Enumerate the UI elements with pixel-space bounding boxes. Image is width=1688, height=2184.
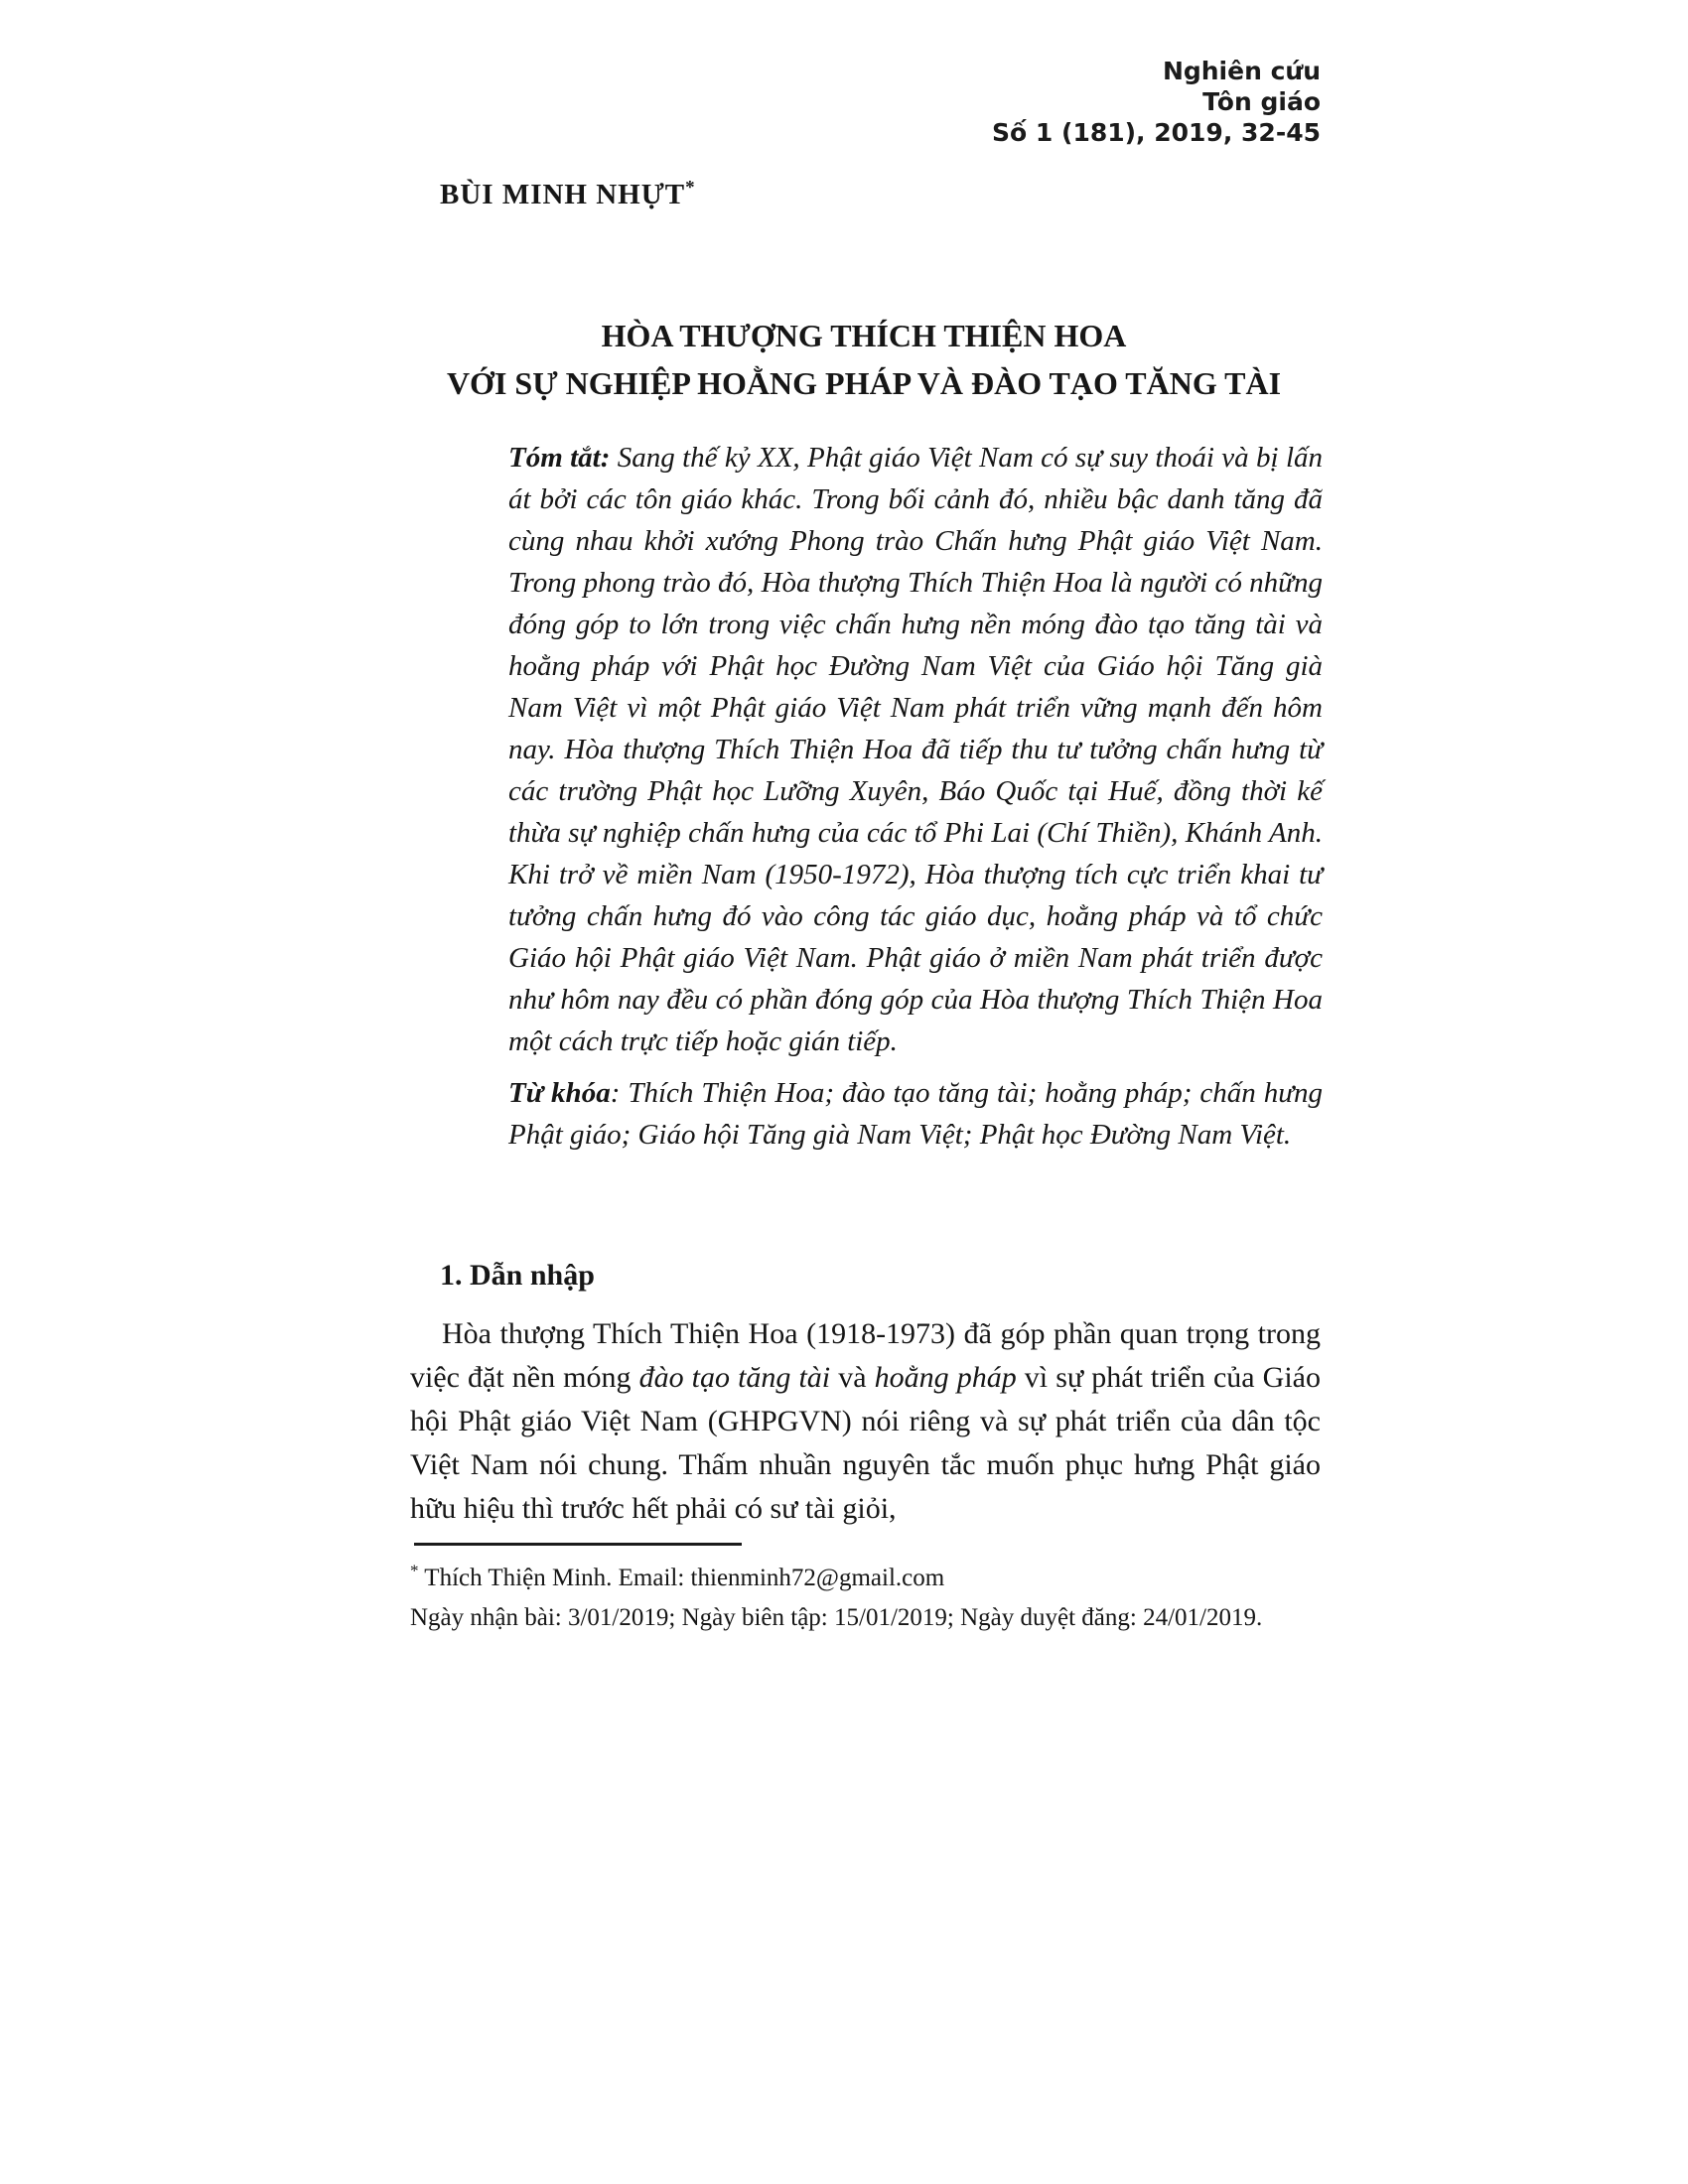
keywords-paragraph xyxy=(508,1072,1323,1156)
keywords-text: : Thích Thiện Hoa; đào tạo tăng tài; hoằng pháp; chấn hưng Phật giáo; Giáo hội Tăng già Nam Việt; Phật học Đường Nam Việt. xyxy=(508,1077,1324,1151)
abstract-text: Sang thế kỷ XX, Phật giáo Việt Nam có sự suy thoái và bị lấn át bởi các tôn giáo khác. Trong bối cảnh đó, nhiều bậc danh tăng đã cùng nhau khởi xướng Phong trào Chấn hưng Phật giáo Việt Nam. Trong phong trào đó, Hòa thượng Thích Thiện Hoa là người có những đóng góp to lớn trong việc chấn hưng nền móng đào tạo tăng tài và hoằng pháp với Phật học Đường Nam Việt của Giáo hội Tăng già Nam Việt vì một Phật giáo Việt Nam phát triển vững mạnh đến hôm nay. Hòa thượng Thích Thiện Hoa đã tiếp thu tư tưởng chấn hưng từ các trường Phật học Lưỡng Xuyên, Báo Quốc tại Huế, đồng thời kế thừa sự nghiệp chấn hưng của các tổ Phi Lai (Chí Thiền), Khánh Anh. Khi trở về miền Nam (1950-1972), Hòa thượng tích cực triển khai tư tưởng chấn hưng đó vào công tác giáo dục, hoằng pháp và tổ chức Giáo hội Phật giáo Việt Nam. Phật giáo ở miền Nam phát triển được như hôm nay đều có phần đóng góp của Hòa thượng Thích Thiện Hoa một cách trực tiếp hoặc gián tiếp. xyxy=(508,442,1323,1057)
footnote-author-line xyxy=(410,1559,1338,1598)
article-title xyxy=(397,312,1331,407)
abstract-section xyxy=(508,437,1323,1156)
journal-name: Nghiên cứu xyxy=(1162,57,1321,85)
intro-segment-italic: đào tạo tăng tài xyxy=(638,1361,831,1394)
journal-subtitle: Tôn giáo xyxy=(1202,87,1321,116)
journal-header xyxy=(992,56,1321,148)
article-title-line1: HÒA THƯỢNG THÍCH THIỆN HOA xyxy=(601,318,1127,353)
footnote-author-text: Thích Thiện Minh. Email: thienminh72@gmail.com xyxy=(418,1565,945,1591)
footnote-separator-rule xyxy=(414,1543,742,1546)
article-title-line2: VỚI SỰ NGHIỆP HOẰNG PHÁP VÀ ĐÀO TẠO TĂNG TÀI xyxy=(446,365,1282,401)
journal-issue-info: Số 1 (181), 2019, 32-45 xyxy=(992,118,1321,147)
intro-segment: vì sự phát triển của Giáo hội Phật giáo Việt Nam (GHPGVN) nói riêng và sự phát triển của dân tộc Việt Nam nói chung. Thấm nhuần nguyên tắc muốn phục hưng Phật giáo hữu hiệu thì trước hết phải có sư tài giỏi, xyxy=(410,1361,1321,1525)
section-heading-dan-nhap: 1. Dẫn nhập xyxy=(440,1259,595,1292)
abstract-paragraph xyxy=(508,437,1323,1062)
footnote-marker: * xyxy=(410,1561,419,1580)
author-line xyxy=(440,179,696,211)
footnote-block xyxy=(410,1559,1338,1638)
author-footnote-marker: * xyxy=(685,177,696,199)
intro-segment: và xyxy=(830,1361,875,1394)
author-name: BÙI MINH NHỰT xyxy=(440,179,686,210)
footnote-dates-line: Ngày nhận bài: 3/01/2019; Ngày biên tập: 15/01/2019; Ngày duyệt đăng: 24/01/2019. xyxy=(410,1604,1263,1631)
intro-paragraph xyxy=(410,1312,1321,1531)
intro-segment-italic: hoằng pháp xyxy=(874,1361,1017,1394)
keywords-label: Từ khóa xyxy=(508,1077,611,1109)
intro-segment: Hòa thượng Thích Thiện Hoa (1918-1973) đã góp phần quan trọng trong việc đặt nền móng xyxy=(410,1317,1321,1394)
abstract-label: Tóm tắt: xyxy=(508,442,611,474)
